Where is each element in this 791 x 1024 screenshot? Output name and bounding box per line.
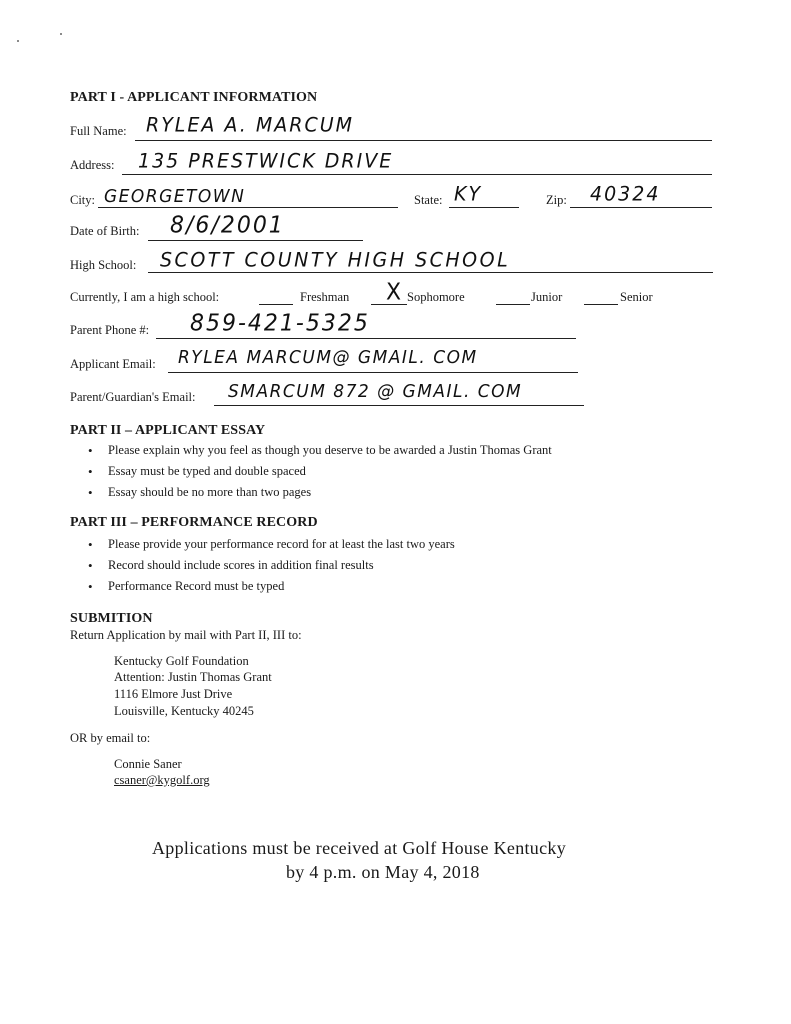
full-name-label: Full Name:: [70, 124, 127, 138]
senior-blank: [584, 304, 618, 305]
high-school-line: [148, 272, 713, 273]
dob-value[interactable]: 8/6/2001: [170, 212, 285, 239]
dob-line: [148, 240, 363, 241]
part3-bullet: • Please provide your performance record for at least the last two years: [86, 534, 455, 555]
state-value[interactable]: KY: [454, 182, 483, 206]
dob-label: Date of Birth:: [70, 224, 140, 238]
deadline-line-2: by 4 p.m. on May 4, 2018: [286, 862, 480, 882]
scan-speck: [60, 33, 62, 35]
parent-phone-line: [156, 338, 576, 339]
zip-line: [570, 207, 712, 208]
grade-junior[interactable]: Junior: [531, 290, 563, 304]
state-line: [449, 207, 519, 208]
part1-heading: PART I - APPLICANT INFORMATION: [70, 90, 318, 105]
parent-email-line: [214, 405, 584, 406]
state-label: State:: [414, 193, 443, 207]
freshman-blank: [259, 304, 293, 305]
mail-address-line: 1116 Elmore Just Drive: [114, 687, 233, 701]
mail-address-line: Louisville, Kentucky 40245: [114, 704, 254, 718]
submition-heading: SUBMITION: [70, 611, 153, 626]
part2-bullet-list: [86, 440, 552, 503]
parent-phone-label: Parent Phone #:: [70, 323, 150, 337]
parent-phone-value[interactable]: 859-421-5325: [190, 310, 370, 337]
grade-sophomore[interactable]: Sophomore: [407, 290, 465, 304]
applicant-email-label: Applicant Email:: [70, 357, 156, 371]
deadline-line-1: Applications must be received at Golf House Kentucky: [152, 838, 566, 858]
part3-bullet-list: [86, 534, 455, 597]
mail-address-line: Kentucky Golf Foundation: [114, 654, 249, 668]
part2-bullet: • Please explain why you feel as though you deserve to be awarded a Justin Thomas Grant: [86, 440, 552, 461]
contact-name: Connie Saner: [114, 757, 182, 771]
currently-label: Currently, I am a high school:: [70, 290, 220, 304]
part2-bullet: • Essay should be no more than two pages: [86, 482, 552, 503]
parent-email-label: Parent/Guardian's Email:: [70, 390, 196, 404]
part2-heading: PART II – APPLICANT ESSAY: [70, 423, 266, 438]
part3-bullet: • Performance Record must be typed: [86, 576, 455, 597]
grade-senior[interactable]: Senior: [620, 290, 653, 304]
zip-value[interactable]: 40324: [590, 182, 661, 206]
part3-heading: PART III – PERFORMANCE RECORD: [70, 515, 318, 530]
return-instructions: Return Application by mail with Part II, III to:: [70, 628, 302, 642]
high-school-value[interactable]: SCOTT COUNTY HIGH SCHOOL: [160, 248, 511, 272]
scan-speck: [17, 40, 19, 42]
city-value[interactable]: GEORGETOWN: [104, 186, 246, 208]
or-email-text: OR by email to:: [70, 731, 151, 745]
contact-email-link[interactable]: csaner@kygolf.org: [114, 773, 210, 787]
applicant-email-line: [168, 372, 578, 373]
part3-bullet: • Record should include scores in addition final results: [86, 555, 455, 576]
junior-blank: [496, 304, 530, 305]
address-line: [122, 174, 712, 175]
address-label: Address:: [70, 158, 115, 172]
grade-freshman[interactable]: Freshman: [300, 290, 350, 304]
sophomore-blank: [371, 304, 407, 305]
applicant-email-value[interactable]: RYLEA MARCUM@ GMAIL. COM: [178, 347, 478, 369]
part2-bullet: • Essay must be typed and double spaced: [86, 461, 552, 482]
mail-address-line: Attention: Justin Thomas Grant: [114, 670, 272, 684]
full-name-line: [135, 140, 712, 141]
full-name-value[interactable]: RYLEA A. MARCUM: [146, 113, 355, 137]
address-value[interactable]: 135 PRESTWICK DRIVE: [138, 149, 394, 173]
zip-label: Zip:: [546, 193, 567, 207]
grade-checkmark[interactable]: X: [386, 279, 404, 306]
city-label: City:: [70, 193, 96, 207]
parent-email-value[interactable]: SMARCUM 872 @ GMAIL. COM: [228, 381, 523, 403]
city-line: [98, 207, 398, 208]
high-school-label: High School:: [70, 258, 137, 272]
